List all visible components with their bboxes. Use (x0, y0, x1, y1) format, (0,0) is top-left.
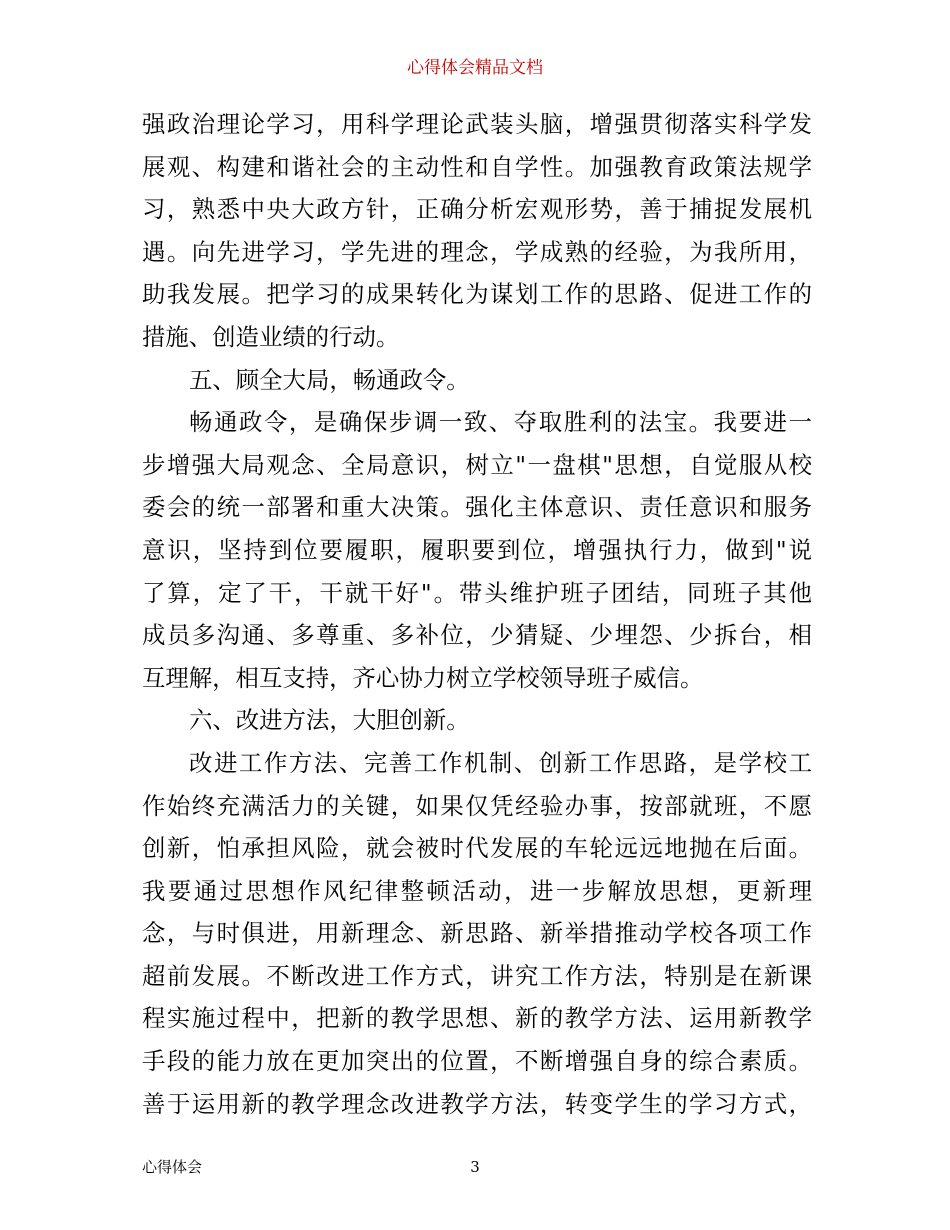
text-line: 强政治理论学习，用科学理论武装头脑，增强贯彻落实科学发 (142, 110, 812, 138)
text-line: 互理解，相互支持，齐心协力树立学校领导班子威信。 (142, 663, 704, 692)
text-line: 作始终充满活力的关键，如果仅凭经验办事，按部就班，不愿 (142, 791, 812, 820)
text-line: 意识，坚持到位要履职，履职要到位，增强执行力，做到"说 (142, 535, 812, 564)
text-line: 创新，怕承担风险，就会被时代发展的车轮远远地抛在后面。 (142, 834, 812, 863)
text-line: 五、顾全大局，畅通政令。 (189, 365, 470, 394)
text-line: 遇。向先进学习，学先进的理念，学成熟的经验，为我所用， (142, 237, 812, 266)
text-line: 善于运用新的教学理念改进教学方法，转变学生的学习方式， (142, 1089, 812, 1118)
text-line: 六、改进方法，大胆创新。 (189, 706, 470, 735)
text-line: 我要通过思想作风纪律整顿活动，进一步解放思想，更新理 (142, 876, 812, 905)
text-line: 改进工作方法、完善工作机制、创新工作思路，是学校工 (189, 748, 812, 777)
text-line: 畅通政令，是确保步调一致、夺取胜利的法宝。我要进一 (189, 408, 812, 437)
text-line: 展观、构建和谐社会的主动性和自学性。加强教育政策法规学 (142, 152, 812, 181)
text-line: 措施、创造业绩的行动。 (142, 322, 400, 351)
text-line: 了算，定了干，干就干好"。带头维护班子团结，同班子其他 (142, 578, 812, 607)
text-line: 成员多沟通、多尊重、多补位，少猜疑、少埋怨、少拆台，相 (142, 621, 812, 650)
text-line: 念，与时俱进，用新理念、新思路、新举措推动学校各项工作 (142, 919, 812, 948)
text-line: 手段的能力放在更加突出的位置，不断增强自身的综合素质。 (142, 1047, 812, 1076)
text-line: 程实施过程中，把新的教学思想、新的教学方法、运用新教学 (142, 1004, 812, 1033)
page-number: 3 (470, 1158, 480, 1176)
footer-label: 心得体会 (142, 1158, 203, 1176)
text-line: 习，熟悉中央大政方针，正确分析宏观形势，善于捕捉发展机 (142, 195, 812, 224)
document-body (142, 103, 812, 1125)
text-line: 步增强大局观念、全局意识，树立"一盘棋"思想，自觉服从校 (142, 450, 812, 479)
text-line: 超前发展。不断改进工作方式，讲究工作方法，特别是在新课 (142, 961, 812, 990)
text-line: 委会的统一部署和重大决策。强化主体意识、责任意识和服务 (142, 493, 812, 522)
text-line: 助我发展。把学习的成果转化为谋划工作的思路、促进工作的 (142, 280, 812, 309)
page-header-title: 心得体会精品文档 (407, 58, 543, 78)
